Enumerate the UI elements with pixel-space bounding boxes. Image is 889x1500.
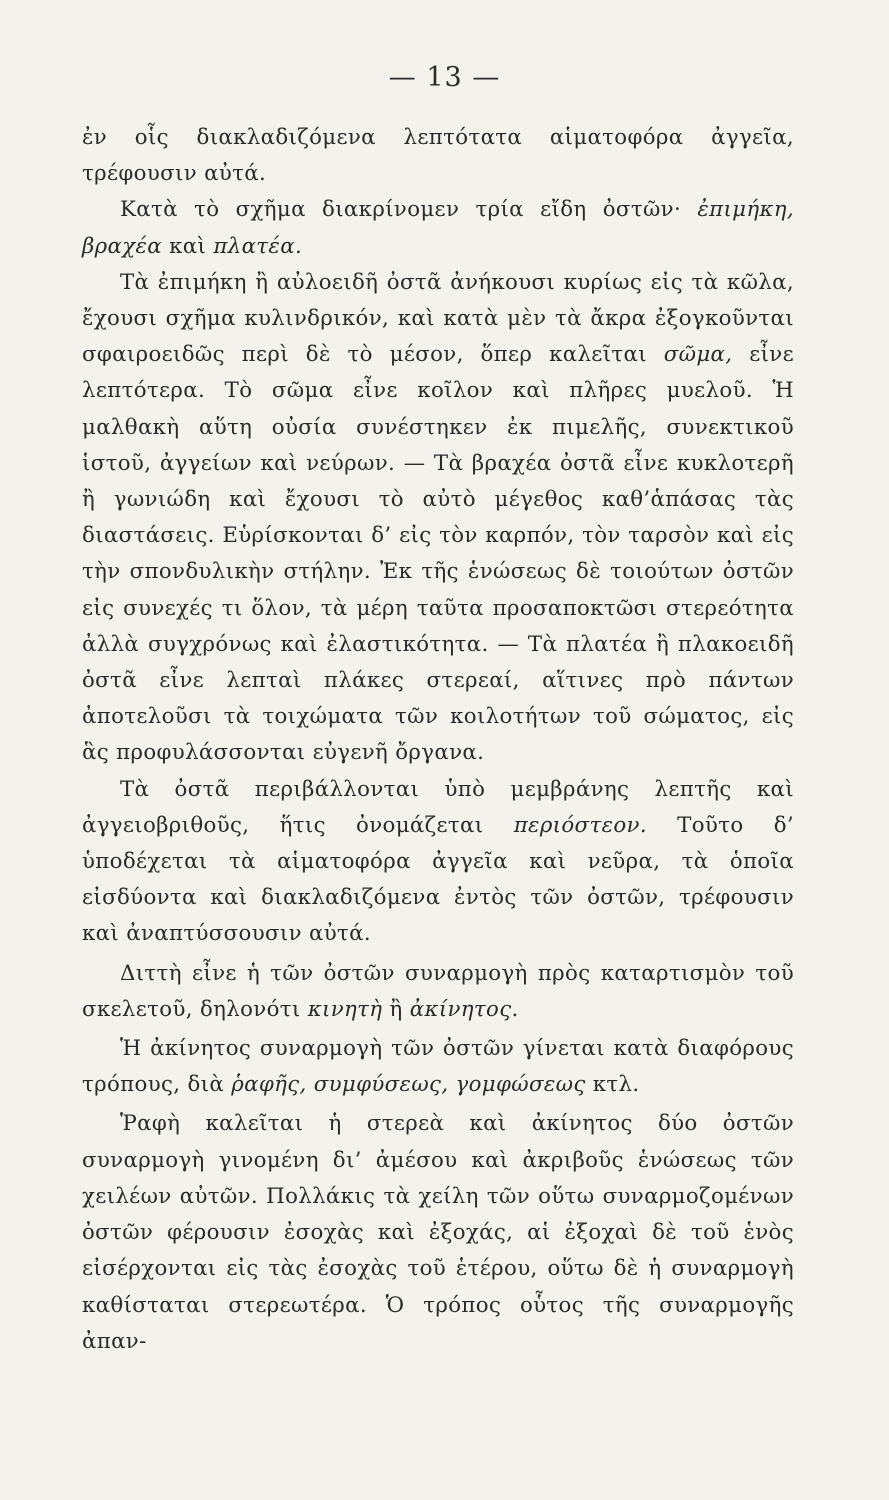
paragraph-text: Κατὰ τὸ σχῆμα διακρίνομεν τρία εἴδη ὀστῶν· — [120, 197, 698, 223]
paragraph-text: καὶ — [162, 233, 214, 259]
body-text — [82, 120, 794, 1360]
paragraph-text: Διττὴ εἶνε ἡ τῶν ὀστῶν συναρμογὴ πρὸς καταρτισμὸν τοῦ σκελετοῦ, δηλονότι — [82, 960, 794, 1022]
paragraph-text: Τὰ ὀστᾶ περιβάλλονται ὑπὸ μεμβράνης λεπτῆς καὶ ἀγγειοβριθοῦς, ἥτις ὀνομάζεται — [82, 776, 794, 838]
paragraph-bone-shapes — [82, 192, 794, 264]
paragraph-continuation: ἐν οἷς διακλαδιζόμενα λεπτότατα αἱματοφόρα ἀγγεῖα, τρέφουσιν αὐτά. — [82, 125, 794, 187]
paragraph-joint-types — [82, 956, 794, 1028]
paragraph-long-bones — [82, 265, 794, 772]
page-number: — 13 — — [388, 62, 501, 93]
paragraph-text: κτλ. — [585, 1072, 640, 1098]
italic-term: ῥαφῆς, συμφύσεως, γομφώσεως — [231, 1072, 586, 1098]
italic-term: περιόστεον. — [513, 812, 647, 838]
italic-term: κινητὴ — [307, 996, 383, 1022]
paragraph-text: εἶνε λεπτότερα. Τὸ σῶμα εἶνε κοῖλον καὶ πλῆρες μυελοῦ. Ἡ μαλθακὴ αὕτη οὐσία συνέστηκεν ἐκ πιμελῆς, συνεκτικοῦ ἱστοῦ, ἀγγείων καὶ νεύρων. — Τὰ βραχέα ὀστᾶ εἶνε κυκλοτερῆ ἢ γωνιώδη καὶ ἔχουσι τὸ αὐτὸ μέγεθος καθ’ἁπάσας τὰς διαστάσεις. Εὑρίσκονται δ’ εἰς τὸν καρπόν, τὸν ταρσὸν καὶ εἰς τὴν σπονδυλικὴν στήλην. Ἐκ τῆς ἑνώσεως δὲ τοιούτων ὀστῶν εἰς συνεχές τι ὅλον, τὰ μέρη ταῦτα προσαποκτῶσι στερεότητα ἀλλὰ συγχρόνως καὶ ἐλαστικότητα. — Τὰ πλατέα ἢ πλακοειδῆ ὀστᾶ εἶνε λεπταὶ πλάκες στερεαί, αἵτινες πρὸ πάντων ἀποτελοῦσι τὰ τοιχώματα τῶν κοιλοτήτων τοῦ σώματος, εἰς ἃς προφυλάσσονται εὐγενῆ ὄργανα. — [82, 342, 794, 766]
italic-term: πλατέα. — [213, 233, 303, 259]
italic-term: σῶμα, — [663, 342, 733, 368]
paragraph-suture: Ῥαφὴ καλεῖται ἡ στερεὰ καὶ ἀκίνητος δύο ὀστῶν συναρμογὴ γινομένη δι’ ἀμέσου καὶ ἀκριβοῦς ἑνώσεως τῶν χειλέων αὐτῶν. Πολλάκις τὰ χείλη τῶν οὕτω συναρμοζομένων ὀστῶν φέρουσιν ἐσοχὰς καὶ ἐξοχάς, αἱ ἐξοχαὶ δὲ τοῦ ἑνὸς εἰσέρχονται εἰς τὰς ἐσοχὰς τοῦ ἑτέρου, οὕτω δὲ ἡ συναρμογὴ καθίσταται στερεωτέρα. Ὁ τρόπος οὗτος τῆς συναρμογῆς ἀπαν- — [82, 1111, 794, 1354]
paragraph-text: Ἡ ἀκίνητος συναρμογὴ τῶν ὀστῶν γίνεται κατὰ διαφόρους τρόπους, διὰ — [82, 1036, 794, 1098]
paragraph-text: Τὰ ἐπιμήκη ἢ αὐλοειδῆ ὀστᾶ ἀνήκουσι κυρίως εἰς τὰ κῶλα, ἔχουσι σχῆμα κυλινδρικόν, καὶ κατὰ μὲν τὰ ἄκρα ἐξογκοῦνται σφαιροειδῶς περὶ δὲ τὸ μέσον, ὅπερ καλεῖται — [82, 269, 794, 368]
italic-term: ἀκίνητος. — [409, 996, 519, 1022]
italic-term: ἐπιμήκη, βραχέα — [82, 197, 794, 259]
paragraph-periosteum — [82, 772, 794, 953]
paragraph-text: ἢ — [382, 996, 410, 1022]
paragraph-text: Τοῦτο δ’ ὑποδέχεται τὰ αἱματοφόρα ἀγγεῖα καὶ νεῦρα, τὰ ὁποῖα εἰσδύοντα καὶ διακλαδιζόμενα ἐντὸς τῶν ὀστῶν, τρέφουσιν καὶ ἀναπτύσσουσιν αὐτά. — [82, 812, 794, 947]
paragraph-immovable-joints — [82, 1031, 794, 1103]
